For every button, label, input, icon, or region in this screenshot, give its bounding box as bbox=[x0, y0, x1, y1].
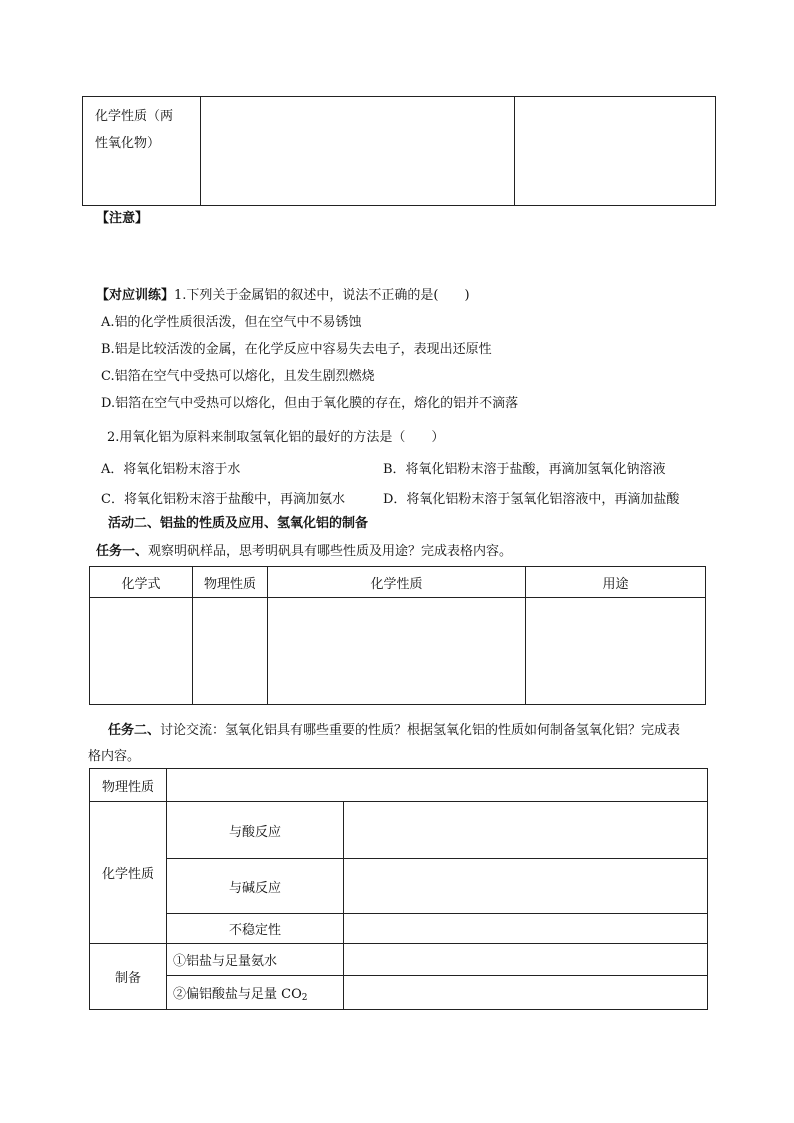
with-acid-cell[interactable] bbox=[344, 802, 708, 859]
chemical-property-label-line1: 化学性质（两 bbox=[95, 109, 174, 124]
task2-text-line1: 讨论交流：氢氧化铝具有哪些重要的性质？根据氢氧化铝的性质如何制备氢氧化铝？完成表 bbox=[160, 723, 681, 738]
alum-chemical-cell[interactable] bbox=[268, 598, 526, 705]
with-base-label: 与碱反应 bbox=[167, 859, 344, 914]
task2-line1 bbox=[108, 719, 680, 738]
exercise1-question: 1.下列关于金属铝的叙述中，说法不正确的是( ) bbox=[174, 288, 470, 303]
chemical-property-extra-cell[interactable] bbox=[515, 97, 716, 206]
prep-method1-label: ①铝盐与足量氨水 bbox=[167, 944, 344, 976]
alum-header-chemical: 化学性质 bbox=[268, 567, 526, 598]
chemical-property-label-line2: 性氧化物） bbox=[95, 136, 161, 151]
exercise2-option-b: B．将氧化铝粉末溶于盐酸，再滴加氢氧化钠溶液 bbox=[383, 462, 666, 477]
prep-method1-cell[interactable] bbox=[344, 944, 708, 976]
co2-subscript: 2 bbox=[301, 992, 308, 1003]
physical-property-cell[interactable] bbox=[167, 769, 708, 802]
alum-usage-cell[interactable] bbox=[526, 598, 706, 705]
task1-prefix: 任务一、 bbox=[96, 544, 149, 559]
physical-property-label: 物理性质 bbox=[90, 769, 167, 802]
with-acid-label: 与酸反应 bbox=[167, 802, 344, 859]
instability-cell[interactable] bbox=[344, 914, 708, 944]
chemical-property-group-label: 化学性质 bbox=[90, 802, 167, 944]
task1-line bbox=[96, 540, 512, 559]
chemical-property-content-cell[interactable] bbox=[201, 97, 515, 206]
exercise1-question-line bbox=[96, 284, 470, 303]
chemical-property-label-cell bbox=[83, 97, 201, 206]
alum-properties-table bbox=[89, 566, 706, 705]
alum-physical-cell[interactable] bbox=[193, 598, 268, 705]
alum-header-usage: 用途 bbox=[526, 567, 706, 598]
exercise1-prefix: 【对应训练】 bbox=[96, 288, 175, 303]
exercise2-question: 2.用氧化铝为原料来制取氢氧化铝的最好的方法是（ ） bbox=[107, 430, 445, 445]
exercise1-option-c: C.铝箔在空气中受热可以熔化，且发生剧烈燃烧 bbox=[101, 369, 375, 384]
exercise1-option-b: B.铝是比较活泼的金属，在化学反应中容易失去电子，表现出还原性 bbox=[101, 342, 492, 357]
instability-label: 不稳定性 bbox=[167, 914, 344, 944]
exercise2-option-a: A．将氧化铝粉末溶于水 bbox=[101, 462, 241, 477]
task2-prefix: 任务二、 bbox=[108, 723, 161, 738]
alum-header-physical: 物理性质 bbox=[193, 567, 268, 598]
exercise1-option-d: D.铝箔在空气中受热可以熔化，但由于氧化膜的存在，熔化的铝并不滴落 bbox=[101, 396, 519, 411]
activity2-title: 活动二、铝盐的性质及应用、氢氧化铝的制备 bbox=[108, 516, 369, 531]
exercise2-option-c: C．将氧化铝粉末溶于盐酸中，再滴加氨水 bbox=[101, 492, 345, 507]
exercise1-option-a: A.铝的化学性质很活泼，但在空气中不易锈蚀 bbox=[101, 315, 362, 330]
with-base-cell[interactable] bbox=[344, 859, 708, 914]
prep-method2-cell[interactable] bbox=[344, 976, 708, 1010]
alum-header-formula: 化学式 bbox=[90, 567, 193, 598]
aluminum-hydroxide-table bbox=[89, 768, 708, 1010]
exercise2-option-d: D．将氧化铝粉末溶于氢氧化铝溶液中，再滴加盐酸 bbox=[383, 492, 680, 507]
task2-text-line2: 格内容。 bbox=[88, 749, 141, 764]
task1-text: 观察明矾样品，思考明矾具有哪些性质及用途？完成表格内容。 bbox=[148, 544, 513, 559]
alum-formula-cell[interactable] bbox=[90, 598, 193, 705]
amphoteric-oxide-table bbox=[82, 96, 716, 206]
prep-method2-label bbox=[167, 976, 344, 1010]
note-heading: 【注意】 bbox=[96, 211, 149, 226]
prep-method2-text: ②偏铝酸盐与足量 CO bbox=[173, 986, 302, 1002]
preparation-label: 制备 bbox=[90, 944, 167, 1010]
